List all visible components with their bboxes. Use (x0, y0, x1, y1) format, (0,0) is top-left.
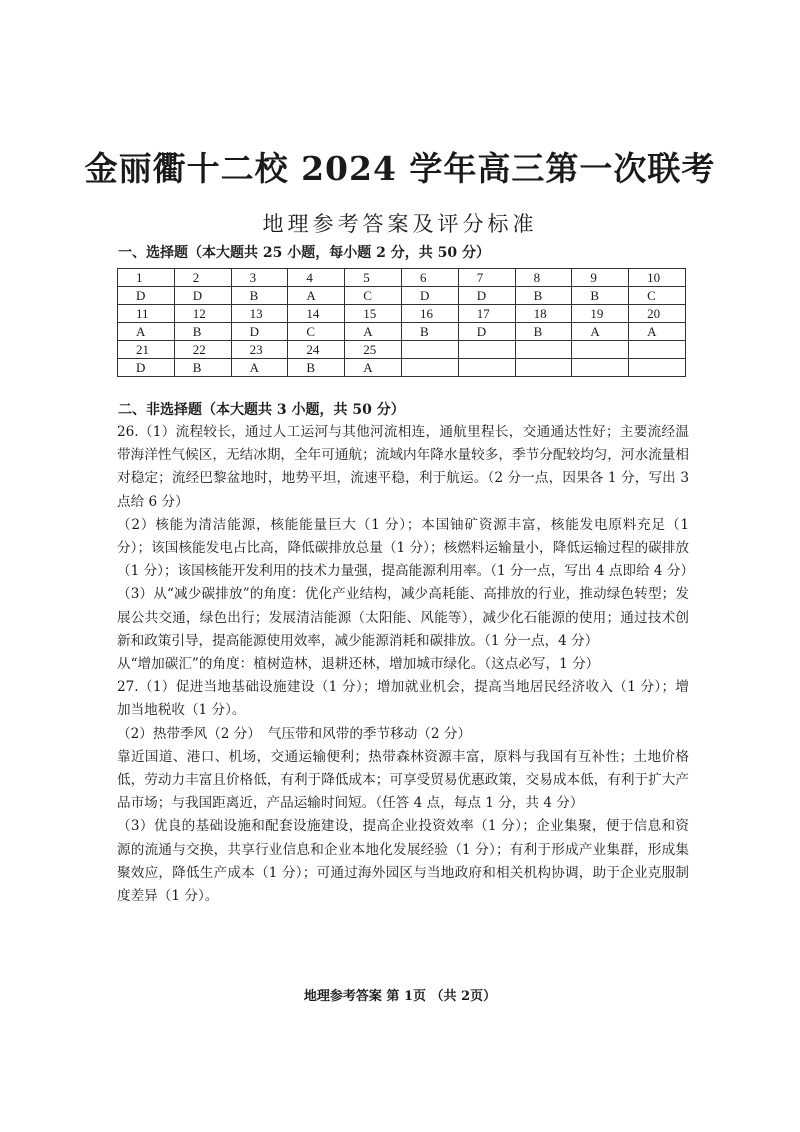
table-cell: A (629, 323, 686, 341)
table-cell: A (288, 287, 345, 305)
answer-paragraph: （3）优良的基础设施和配套设施建设，提高企业投资效率（1 分）；企业集聚，便于信息和资源的流通与交换，共享行业信息和企业本地化发展经验（1 分）；有利于形成产业集群，形成集聚效应，降低生产成本（1 分）；可通过海外园区与当地政府和相关机构协调，助于企业克服制度差异（1 分）。 (117, 818, 689, 905)
page-footer: 地理参考答案 第 1页 （共 2页） (303, 989, 497, 1004)
table-cell: A (345, 323, 402, 341)
table-cell: 4 (288, 269, 345, 287)
table-cell: B (515, 287, 572, 305)
answer-paragraph: 从“增加碳汇”的角度：植树造林，退耕还林，增加城市绿化。（这点必写，1 分） (117, 656, 600, 673)
table-cell: B (231, 287, 288, 305)
table-cell: 24 (288, 341, 345, 359)
table-cell: D (118, 287, 175, 305)
table-cell: 25 (345, 341, 402, 359)
table-cell: 9 (572, 269, 629, 287)
table-cell: 17 (458, 305, 515, 323)
table-cell: B (288, 359, 345, 377)
table-cell (401, 359, 458, 377)
table-cell: 23 (231, 341, 288, 359)
table-cell: 22 (174, 341, 231, 359)
table-cell: 8 (515, 269, 572, 287)
table-cell: 5 (345, 269, 402, 287)
table-cell: 7 (458, 269, 515, 287)
table-cell (572, 359, 629, 377)
table-cell: A (345, 359, 402, 377)
table-cell (515, 359, 572, 377)
table-cell: C (288, 323, 345, 341)
table-cell (572, 341, 629, 359)
table-row (118, 287, 686, 305)
table-cell: C (629, 287, 686, 305)
table-cell: 19 (572, 305, 629, 323)
answer-paragraph: 27.（1）促进当地基础设施建设（1 分）；增加就业机会，提高当地居民经济收入（1 分）；增加当地税收（1 分）。 (117, 679, 689, 719)
table-cell: B (401, 323, 458, 341)
table-cell: 14 (288, 305, 345, 323)
table-cell: A (231, 359, 288, 377)
table-cell: A (572, 323, 629, 341)
table-cell: D (458, 287, 515, 305)
table-cell: 3 (231, 269, 288, 287)
table-cell: D (174, 287, 231, 305)
table-cell: 15 (345, 305, 402, 323)
table-cell: A (118, 323, 175, 341)
table-row (118, 269, 686, 287)
exam-title: 金丽衢十二校 2024 学年高三第一次联考 (84, 149, 716, 188)
table-cell: 11 (118, 305, 175, 323)
table-row (118, 341, 686, 359)
table-cell: B (572, 287, 629, 305)
answer-paragraph: （2）核能为清洁能源，核能能量巨大（1 分）；本国铀矿资源丰富，核能发电原料充足（1 分）；该国核能发电占比高，降低碳排放总量（1 分）；核燃料运输量小，降低运输过程的碳排放（1 分）；该国核能开发利用的技术力量强，提高能源利用率。（1 分一点，写出 4 点即给 4 分） (117, 516, 695, 580)
table-cell: 10 (629, 269, 686, 287)
table-cell: D (118, 359, 175, 377)
answer-table (117, 268, 686, 377)
table-row (118, 305, 686, 323)
table-cell (458, 341, 515, 359)
table-cell: D (401, 287, 458, 305)
table-cell (401, 341, 458, 359)
answer-body (117, 421, 695, 908)
table-cell (629, 359, 686, 377)
table-cell: 2 (174, 269, 231, 287)
answer-paragraph: （2）热带季风（2 分） 气压带和风带的季节移动（2 分） (117, 725, 472, 742)
table-cell: 6 (401, 269, 458, 287)
answer-paragraph: 靠近国道、港口、机场，交通运输便利；热带森林资源丰富，原料与我国有互补性；土地价格低，劳动力丰富且价格低，有利于降低成本；可享受贸易优惠政策，交易成本低，有利于扩大产品市场；与我国距离近，产品运输时间短。（任答 4 点，每点 1 分，共 4 分） (117, 748, 689, 812)
table-cell: 20 (629, 305, 686, 323)
table-row (118, 323, 686, 341)
exam-subtitle: 地理参考答案及评分标准 (262, 212, 538, 236)
table-cell: B (174, 323, 231, 341)
table-cell: 16 (401, 305, 458, 323)
section2-heading: 二、非选择题（本大题共 3 小题，共 50 分） (118, 402, 405, 418)
table-cell: 21 (118, 341, 175, 359)
table-cell: B (174, 359, 231, 377)
table-cell (515, 341, 572, 359)
section1-heading: 一、选择题（本大题共 25 小题，每小题 2 分，共 50 分） (118, 245, 490, 261)
table-cell: 13 (231, 305, 288, 323)
table-cell (458, 359, 515, 377)
table-cell: 18 (515, 305, 572, 323)
answer-paragraph: （3）从“减少碳排放”的角度：优化产业结构，减少高耗能、高排放的行业，推动绿色转型；发展公共交通，绿色出行；发展清洁能源（太阳能、风能等），减少化石能源的使用；通过技术创新和政策引导，提高能源使用效率，减少能源消耗和碳排放。（1 分一点，4 分） (117, 586, 689, 649)
table-cell: 12 (174, 305, 231, 323)
table-row (118, 359, 686, 377)
table-cell: B (515, 323, 572, 341)
table-cell (629, 341, 686, 359)
table-cell: C (345, 287, 402, 305)
answer-paragraph: 26.（1）流程较长，通过人工运河与其他河流相连，通航里程长，交通通达性好；主要流经温带海洋性气候区，无结冰期，全年可通航；流域内年降水量较多，季节分配较均匀，河水流量相对稳定；流经巴黎盆地时，地势平坦，流速平稳，利于航运。（2 分一点，因果各 1 分，写出 3 点给 6 分） (117, 424, 689, 510)
table-cell: D (231, 323, 288, 341)
table-cell: 1 (118, 269, 175, 287)
table-cell: D (458, 323, 515, 341)
